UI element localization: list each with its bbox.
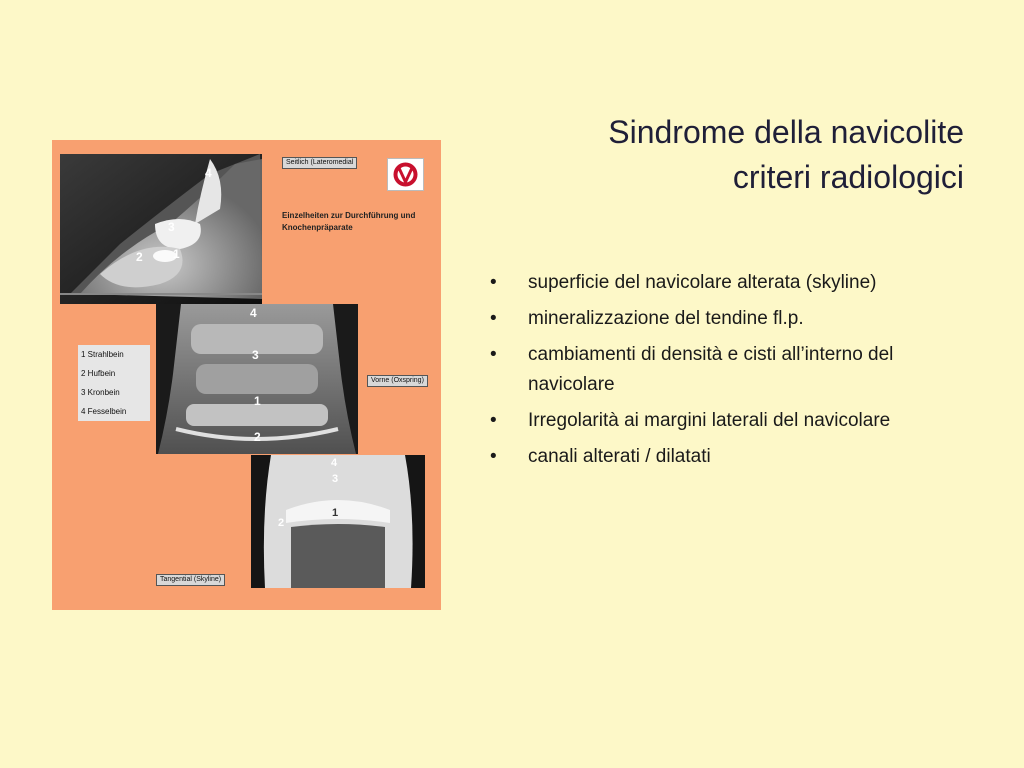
title-line-1: Sindrome della navicolite: [608, 114, 964, 150]
xray-number: 1: [332, 507, 339, 519]
tag-skyline: Tangential (Skyline): [156, 574, 225, 586]
tag-lateral: Seitlich (Lateromedial: [282, 157, 357, 169]
bullet-text: superficie del navicolare alterata (skyline): [528, 272, 877, 293]
tag-front: Vorne (Oxspring): [367, 375, 428, 387]
legend-box: [78, 345, 150, 421]
bullet-dot: •: [490, 410, 497, 431]
bullet-dot: •: [490, 344, 497, 365]
bullet-dot: •: [490, 272, 497, 293]
figure-caption: Einzelheiten zur Durchführung und Knochenpräparate: [282, 211, 416, 232]
xray-number: 1: [173, 247, 180, 261]
title-line-2: criteri radiologici: [732, 159, 964, 195]
xray-lateral-image: [60, 154, 262, 304]
legend-item: 2 Hufbein: [81, 369, 116, 378]
xray-front-image: [156, 304, 358, 454]
bullet-item: [490, 268, 970, 298]
bullet-item: [490, 340, 970, 400]
radiograph-figure: [52, 140, 441, 610]
bullet-item: [490, 442, 970, 472]
bullet-item: [490, 304, 970, 334]
bullet-dot: •: [490, 446, 497, 467]
xray-skyline-image: [251, 455, 425, 588]
bullet-list: [490, 268, 970, 478]
bullet-dot: •: [490, 308, 497, 329]
v-logo-icon: [387, 158, 424, 191]
xray-number: 2: [278, 517, 285, 529]
xray-number: 2: [136, 250, 143, 264]
xray-number: 4: [331, 457, 338, 469]
xray-number: 4: [250, 306, 257, 320]
bullet-text: canali alterati / dilatati: [528, 446, 711, 467]
xray-number: 3: [252, 348, 259, 362]
bullet-text: cambiamenti di densità e cisti all’interno del navicolare: [528, 344, 894, 395]
bullet-text: mineralizzazione del tendine fl.p.: [528, 308, 804, 329]
bullet-text: Irregolarità ai margini laterali del navicolare: [528, 410, 891, 431]
legend-item: 3 Kronbein: [81, 388, 120, 397]
xray-number: 4: [205, 166, 212, 180]
xray-number: 3: [168, 220, 175, 234]
xray-number: 1: [254, 394, 261, 408]
bullet-item: [490, 406, 970, 436]
xray-number: 3: [332, 473, 339, 485]
slide-title: [484, 110, 964, 200]
legend-item: 4 Fesselbein: [81, 407, 127, 416]
xray-number: 2: [254, 430, 261, 444]
legend-item: 1 Strahlbein: [81, 350, 124, 359]
